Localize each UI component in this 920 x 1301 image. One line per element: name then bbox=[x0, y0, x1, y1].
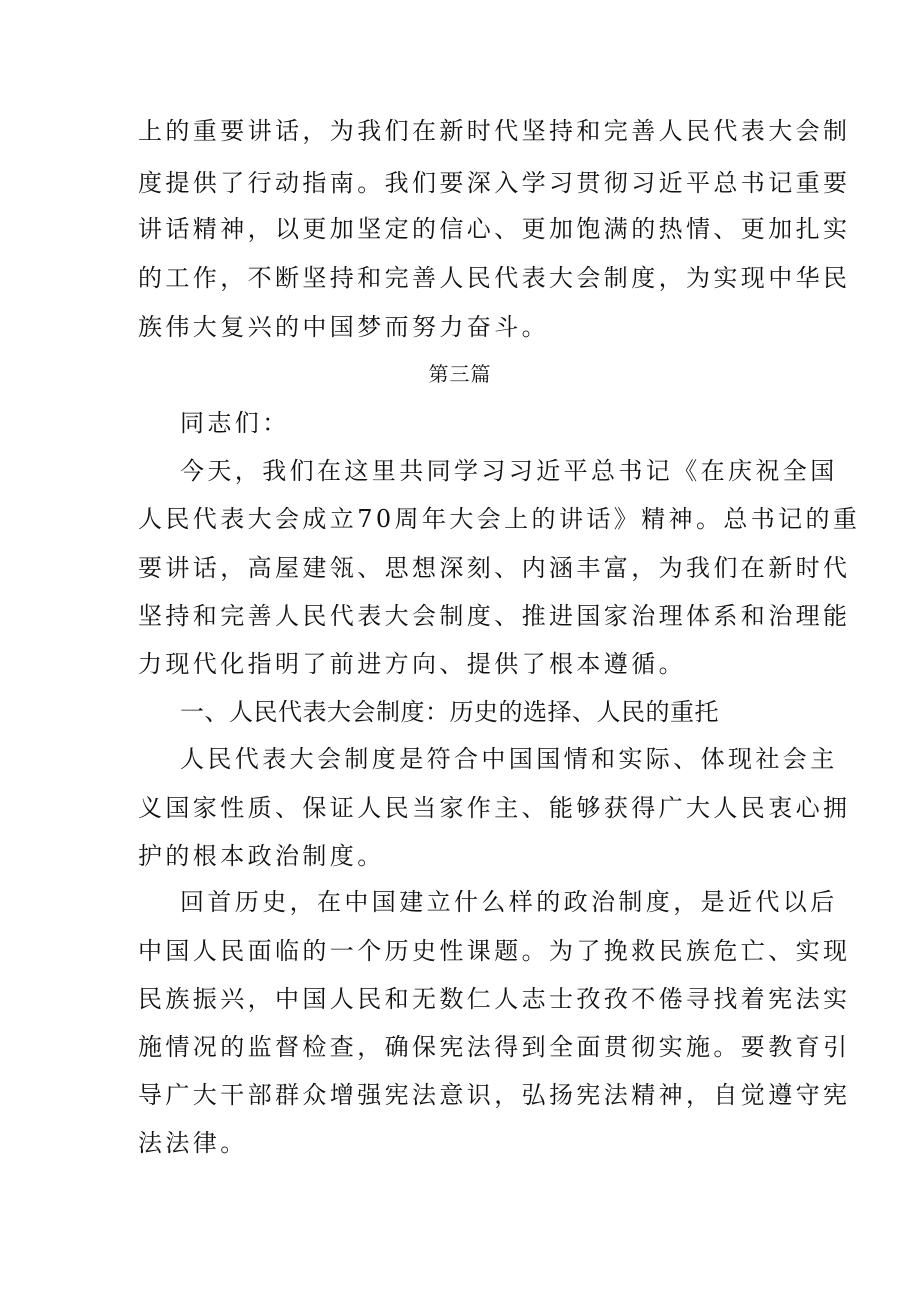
paragraph-line: 上的重要讲话，为我们在新时代坚持和完善人民代表大会制 bbox=[138, 117, 851, 145]
paragraph-line: 人民代表大会制度是符合中国国情和实际、体现社会主 bbox=[180, 745, 838, 773]
section-title: 第三篇 bbox=[428, 362, 492, 386]
paragraph-line: 回首历史，在中国建立什么样的政治制度，是近代以后 bbox=[180, 888, 838, 916]
paragraph-line: 施情况的监督检查，确保宪法得到全面贯彻实施。要教育引 bbox=[138, 1033, 851, 1061]
paragraph-line: 法法律。 bbox=[138, 1129, 248, 1157]
salutation: 同志们： bbox=[180, 409, 290, 437]
paragraph-line: 坚持和完善人民代表大会制度、推进国家治理体系和治理能 bbox=[138, 602, 851, 630]
paragraph-line: 义国家性质、保证人民当家作主、能够获得广大人民衷心拥 bbox=[138, 794, 851, 822]
paragraph-line: 度提供了行动指南。我们要深入学习贯彻习近平总书记重要 bbox=[138, 169, 851, 197]
paragraph-line: 力现代化指明了前进方向、提供了根本遵循。 bbox=[138, 650, 686, 678]
paragraph-line: 中国人民面临的一个历史性课题。为了挽救民族危亡、实现 bbox=[138, 937, 851, 965]
paragraph-line: 今天，我们在这里共同学习习近平总书记《在庆祝全国 bbox=[180, 457, 838, 485]
paragraph-line: 人民代表大会成立70周年大会上的讲话》精神。总书记的重 bbox=[138, 505, 861, 533]
section-heading: 一、人民代表大会制度：历史的选择、人民的重托 bbox=[180, 698, 719, 726]
paragraph-line: 的工作，不断坚持和完善人民代表大会制度，为实现中华民 bbox=[138, 264, 851, 292]
paragraph-line: 护的根本政治制度。 bbox=[138, 842, 385, 870]
paragraph-line: 要讲话，高屋建瓴、思想深刻、内涵丰富，为我们在新时代 bbox=[138, 554, 851, 582]
paragraph-line: 民族振兴，中国人民和无数仁人志士孜孜不倦寻找着宪法实 bbox=[138, 985, 851, 1013]
paragraph-line: 讲话精神，以更加坚定的信心、更加饱满的热情、更加扎实 bbox=[138, 215, 851, 243]
paragraph-line: 导广大干部群众增强宪法意识，弘扬宪法精神，自觉遵守宪 bbox=[138, 1081, 851, 1109]
paragraph-line: 族伟大复兴的中国梦而努力奋斗。 bbox=[138, 313, 549, 341]
